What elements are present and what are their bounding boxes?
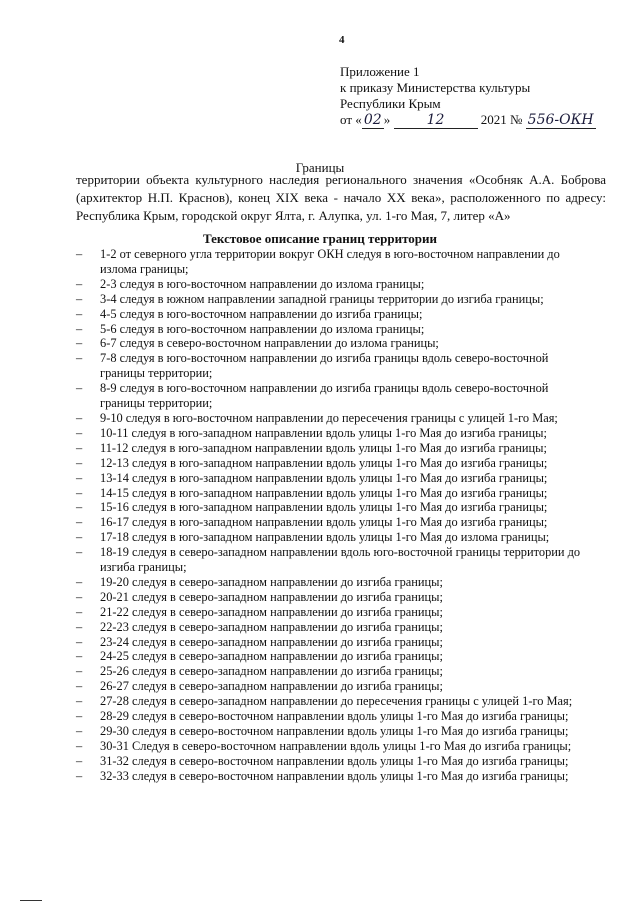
boundary-item: – 30-31 Следуя в северо-восточном направлении вдоль улицы 1-го Мая до изгиба границы; xyxy=(76,739,596,754)
appendix-line: Республики Крым xyxy=(340,96,441,111)
appendix-line: к приказу Министерства культуры xyxy=(340,80,531,95)
document-subtitle: территории объекта культурного наследия регионального значения «Особняк А.А. Боброва (архитектор Н.П. Краснов), конец XIX века - начало XX века», расположенного по адресу: Республика Крым, городской округ Ялта, г. Алупка, ул. 1-го Мая, 7, литер «А» xyxy=(76,172,606,223)
boundary-item: – 27-28 следуя в северо-западном направлении до пересечения границы с улицей 1-го Мая; xyxy=(76,694,596,709)
order-number: 556-ОКН xyxy=(526,112,596,129)
date-day: 02 xyxy=(362,112,384,129)
boundary-item: – 7-8 следуя в юго-восточном направлении до изгиба границы вдоль северо-восточной границы территории; xyxy=(76,351,596,381)
boundary-item: – 5-6 следуя в юго-восточном направлении до излома границы; xyxy=(76,322,596,337)
boundary-item: – 32-33 следуя в северо-восточном направлении вдоль улицы 1-го Мая до изгиба границы; xyxy=(76,769,596,784)
boundary-item: – 23-24 следуя в северо-западном направлении до изгиба границы; xyxy=(76,635,596,650)
boundary-item: – 10-11 следуя в юго-западном направлении вдоль улицы 1-го Мая до изгиба границы; xyxy=(76,426,596,441)
boundary-item: – 20-21 следуя в северо-западном направлении до изгиба границы; xyxy=(76,590,596,605)
date-prefix: от « xyxy=(340,112,362,127)
boundary-item: – 2-3 следуя в юго-восточном направлении до излома границы; xyxy=(76,277,596,292)
boundary-item: – 18-19 следуя в северо-западном направлении вдоль юго-восточной границы территории до изгиба границы; xyxy=(76,545,596,575)
boundary-item: – 14-15 следуя в юго-западном направлении вдоль улицы 1-го Мая до изгиба границы; xyxy=(76,486,596,501)
boundary-item: – 29-30 следуя в северо-восточном направлении вдоль улицы 1-го Мая до изгиба границы; xyxy=(76,724,596,739)
boundary-item: – 19-20 следуя в северо-западном направлении до изгиба границы; xyxy=(76,575,596,590)
boundary-item: – 17-18 следуя в юго-западном направлении вдоль улицы 1-го Мая до излома границы; xyxy=(76,530,596,545)
date-year: 2021 № xyxy=(480,112,523,127)
boundary-item: – 11-12 следуя в юго-западном направлении вдоль улицы 1-го Мая до изгиба границы; xyxy=(76,441,596,456)
footer-mark xyxy=(20,900,42,901)
boundary-item: – 6-7 следуя в северо-восточном направлении до излома границы; xyxy=(76,336,596,351)
appendix-line: Приложение 1 xyxy=(340,64,420,79)
page-number: 4 xyxy=(339,34,345,46)
document-title: Границы xyxy=(295,160,345,175)
boundary-item: – 4-5 следуя в юго-восточном направлении до изгиба границы; xyxy=(76,307,596,322)
boundary-item: – 22-23 следуя в северо-западном направлении до изгиба границы; xyxy=(76,620,596,635)
boundary-item: – 28-29 следуя в северо-восточном направлении вдоль улицы 1-го Мая до изгиба границы; xyxy=(76,709,596,724)
boundary-item: – 26-27 следуя в северо-западном направлении до изгиба границы; xyxy=(76,679,596,694)
appendix-header xyxy=(340,64,596,129)
boundary-item: – 13-14 следуя в юго-западном направлении вдоль улицы 1-го Мая до изгиба границы; xyxy=(76,471,596,486)
date-mid: » xyxy=(383,112,391,127)
boundary-item: – 31-32 следуя в северо-восточном направлении вдоль улицы 1-го Мая до изгиба границы; xyxy=(76,754,596,769)
boundary-item: – 3-4 следуя в южном направлении западной границы территории до изгиба границы; xyxy=(76,292,596,307)
appendix-date-line xyxy=(340,112,596,129)
boundary-item: – 12-13 следуя в юго-западном направлении вдоль улицы 1-го Мая до изгиба границы; xyxy=(76,456,596,471)
boundary-list xyxy=(76,247,596,784)
boundary-item: – 1-2 от северного угла территории вокруг ОКН следуя в юго-восточном направлении до излома границы; xyxy=(76,247,596,277)
boundary-item: – 9-10 следуя в юго-восточном направлении до пересечения границы с улицей 1-го Мая; xyxy=(76,411,596,426)
date-month: 12 xyxy=(394,112,478,129)
boundary-item: – 21-22 следуя в северо-западном направлении до изгиба границы; xyxy=(76,605,596,620)
boundary-item: – 15-16 следуя в юго-западном направлении вдоль улицы 1-го Мая до изгиба границы; xyxy=(76,500,596,515)
boundary-item: – 25-26 следуя в северо-западном направлении до изгиба границы; xyxy=(76,664,596,679)
section-heading: Текстовое описание границ территории xyxy=(202,231,438,246)
boundary-item: – 24-25 следуя в северо-западном направлении до изгиба границы; xyxy=(76,649,596,664)
boundary-item: – 8-9 следуя в юго-восточном направлении до изгиба границы вдоль северо-восточной границы территории; xyxy=(76,381,596,411)
boundary-item: – 16-17 следуя в юго-западном направлении вдоль улицы 1-го Мая до изгиба границы; xyxy=(76,515,596,530)
